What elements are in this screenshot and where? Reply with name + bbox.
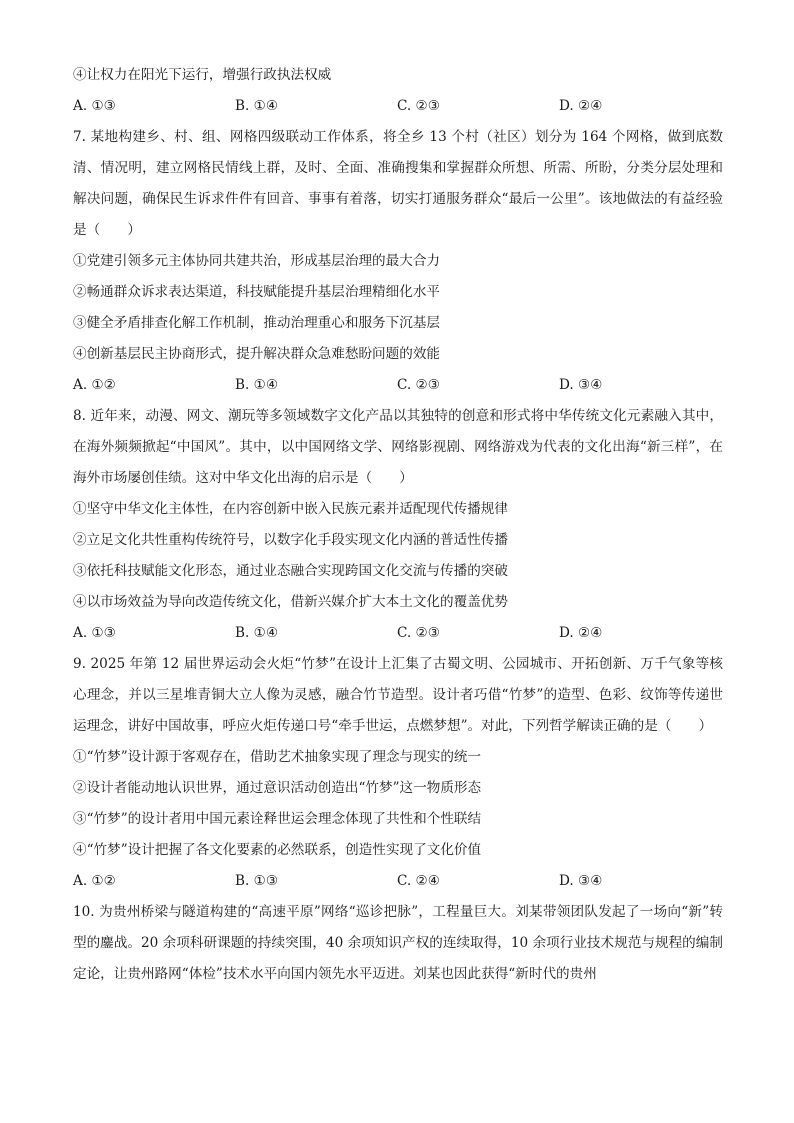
q9-choice-1: ①“竹梦”设计源于客观存在，借助艺术抽象实现了理念与现实的统一 — [73, 749, 482, 765]
q8-option-a: A. ①③ — [73, 625, 116, 641]
q7-option-c: C. ②③ — [397, 377, 440, 393]
q8-option-c: C. ②③ — [397, 625, 440, 641]
q10-stem: 10. 为贵州桥梁与隧道构建的“高速平原”网络“巡诊把脉”，工程量巨大。刘某带领团队发起了一场向“新”转型的鏖战。20 余项科研课题的持续突围，40 余项知识产权的连续取得，10 余项行业技术规范与规程的编制定论，让贵州路网“体检”技术水平向国内领先水平迈进。刘某也因此获得“新时代的贵州 — [73, 904, 723, 982]
q7-stem: 7. 某地构建乡、村、组、网格四级联动工作体系，将全乡 13 个村（社区）划分为 164 个网格，做到底数清、情况明，建立网格民情线上群，及时、全面、准确搜集和掌握群众所想、所需、所盼，分类分层处理和解决问题，确保民生诉求件件有回音、事事有着落，切实打通服务群众“最后一公里”。该地做法的有益经验是（ ） — [73, 129, 723, 238]
q6-option-a: A. ①③ — [73, 98, 116, 114]
page-content — [73, 60, 723, 990]
q6-option-c: C. ②③ — [397, 98, 440, 114]
q9-option-d: D. ③④ — [559, 873, 603, 889]
q7-options — [73, 370, 723, 401]
q7-choice-4: ④创新基层民主协商形式，提升解决群众急难愁盼问题的效能 — [73, 346, 441, 362]
q7-choice-1: ①党建引领多元主体协同共建共治，形成基层治理的最大合力 — [73, 253, 441, 269]
q9-option-a: A. ①② — [73, 873, 116, 889]
q7-choice-2: ②畅通群众诉求表达渠道，科技赋能提升基层治理精细化水平 — [73, 284, 441, 300]
q8-option-d: D. ②④ — [559, 625, 603, 641]
q8-option-b: B. ①④ — [235, 625, 279, 641]
q8-choice-3: ③依托科技赋能文化形态，通过业态融合实现跨国文化交流与传播的突破 — [73, 563, 508, 579]
q6-choice-4: ④让权力在阳光下运行，增强行政执法权威 — [73, 67, 332, 83]
q7-option-b: B. ①④ — [235, 377, 279, 393]
q8-choice-1: ①坚守中华文化主体性，在内容创新中嵌入民族元素并适配现代传播规律 — [73, 501, 508, 517]
q9-option-c: C. ②④ — [397, 873, 440, 889]
q8-choice-4: ④以市场效益为导向改造传统文化，借新兴媒介扩大本土文化的覆盖优势 — [73, 594, 508, 610]
q8-stem: 8. 近年来，动漫、网文、潮玩等多领域数字文化产品以其独特的创意和形式将中华传统文化元素融入其中，在海外频频掀起“中国风”。其中，以中国网络文学、网络影视剧、网络游戏为代表的文化出海“新三样”，在海外市场屡创佳绩。这对中华文化出海的启示是（ ） — [73, 408, 723, 486]
q7-option-d: D. ③④ — [559, 377, 603, 393]
q8-choice-2: ②立足文化共性重构传统符号，以数字化手段实现文化内涵的普适性传播 — [73, 532, 508, 548]
q9-stem: 9. 2025 年第 12 届世界运动会火炬“竹梦”在设计上汇集了古蜀文明、公园城市、开拓创新、万千气象等核心理念，并以三星堆青铜大立人像为灵感，融合竹节造型。设计者巧借“竹梦”的造型、色彩、纹饰等传递世运理念，讲好中国故事，呼应火炬传递口号“牵手世运，点燃梦想”。对此，下列哲学解读正确的是（ ） — [73, 656, 723, 734]
q9-choice-3: ③“竹梦”的设计者用中国元素诠释世运会理念体现了共性和个性联结 — [73, 811, 482, 827]
q7-choice-3: ③健全矛盾排查化解工作机制，推动治理重心和服务下沉基层 — [73, 315, 441, 331]
q6-option-d: D. ②④ — [559, 98, 603, 114]
q7-option-a: A. ①② — [73, 377, 116, 393]
q9-option-b: B. ①③ — [235, 873, 279, 889]
q9-options — [73, 866, 723, 897]
q9-choice-4: ④“竹梦”设计把握了各文化要素的必然联系，创造性实现了文化价值 — [73, 842, 482, 858]
q8-options — [73, 618, 723, 649]
q6-option-b: B. ①④ — [235, 98, 279, 114]
q9-choice-2: ②设计者能动地认识世界，通过意识活动创造出“竹梦”这一物质形态 — [73, 780, 482, 796]
q6-options — [73, 91, 723, 122]
